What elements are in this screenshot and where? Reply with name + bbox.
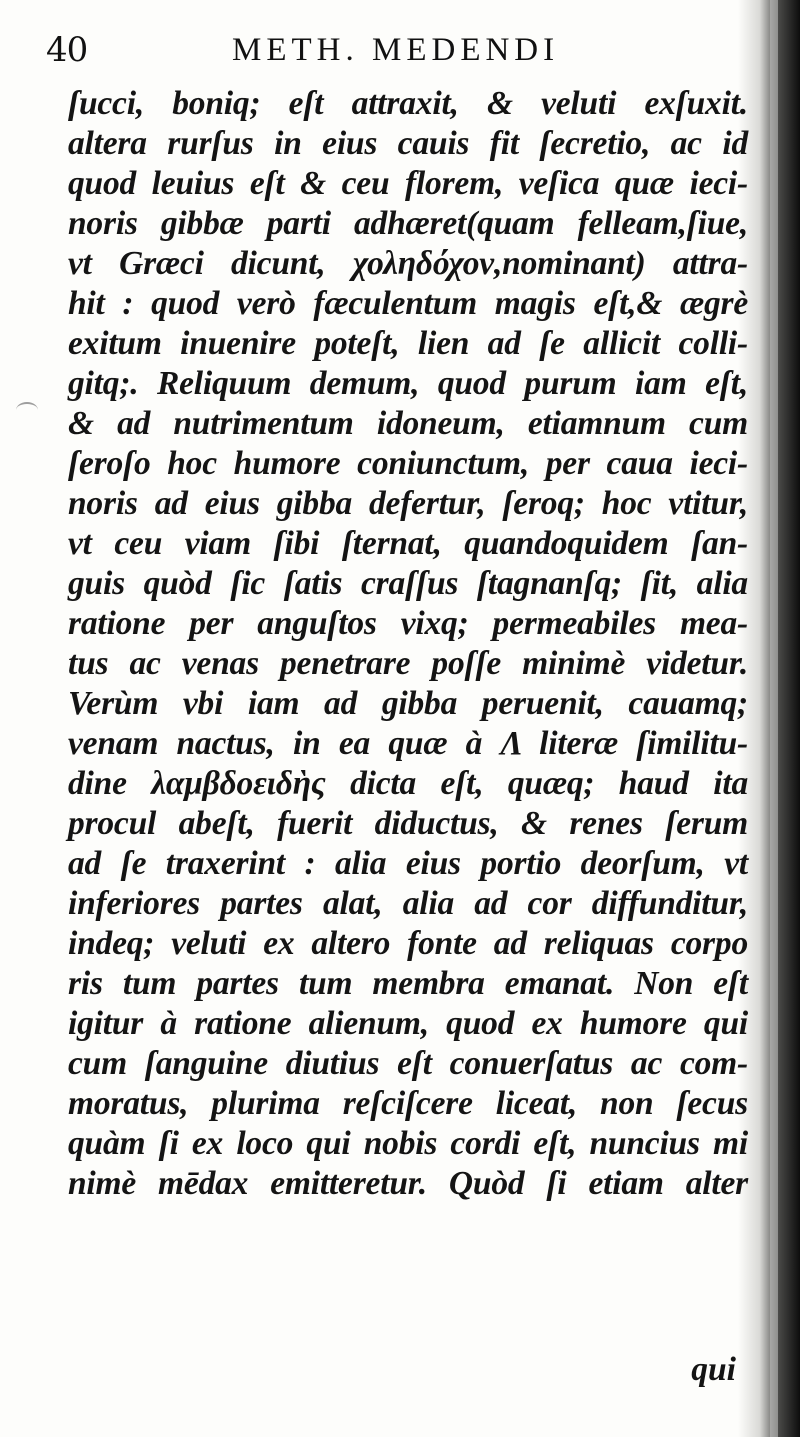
margin-smudge [16,402,38,418]
text-line: Verùm vbi iam ad gibba peruenit, cauamq; [68,685,748,722]
text-line: venam nactus, in ea quæ à Λ literæ ſimilitu- [68,725,748,762]
text-line: igitur à ratione alienum, quod ex humore qui [68,1005,748,1042]
text-line: noris ad eius gibba defertur, ſeroq; hoc vtitur, [68,485,748,522]
text-line: dine λαμβδοειδὴς dicta eſt, quæq; haud ita [68,765,748,802]
text-line: nimè mēdax emitteretur. Quòd ſi etiam alter [68,1165,748,1202]
text-line: vt Græci dicunt, χοληδόχον,nominant) attra- [68,245,748,282]
text-line: inferiores partes alat, alia ad cor diffunditur, [68,885,748,922]
catchword-container [68,1351,736,1389]
text-line: hit : quod verò fæculentum magis eſt,& ægrè [68,285,748,322]
body-text [68,84,748,1204]
text-line: exitum inuenire poteſt, lien ad ſe allicit colli- [68,325,748,362]
running-head: METH. MEDENDI [232,32,560,68]
text-line: guis quòd ſic ſatis craſſus ſtagnanſq; ſit, alia [68,565,748,602]
text-line: procul abeſt, fuerit diductus, & renes ſerum [68,805,748,842]
text-line: quàm ſi ex loco qui nobis cordi eſt, nuncius mi [68,1125,748,1162]
page-header [46,30,706,76]
page-edge-highlight [770,0,778,1437]
text-line: moratus, plurima reſciſcere liceat, non ſecus [68,1085,748,1122]
text-line: indeq; veluti ex altero fonte ad reliquas corpo [68,925,748,962]
page-number: 40 [46,30,88,70]
text-line: quod leuius eſt & ceu florem, veſica quæ ieci- [68,165,748,202]
text-line: & ad nutrimentum idoneum, etiamnum cum [68,405,748,442]
text-line: cum ſanguine diutius eſt conuerſatus ac com- [68,1045,748,1082]
text-line: ſucci, boniq; eſt attraxit, & veluti exſuxit. [68,85,748,122]
catchword: qui [691,1351,736,1388]
text-line: vt ceu viam ſibi ſternat, quandoquidem ſan- [68,525,748,562]
text-line: tus ac venas penetrare poſſe minimè videtur. [68,645,748,682]
text-line: ratione per anguſtos vixq; permeabiles mea- [68,605,748,642]
text-line: ſeroſo hoc humore coniunctum, per caua ieci- [68,445,748,482]
text-line: ris tum partes tum membra emanat. Non eſt [68,965,748,1002]
text-line: altera rurſus in eius cauis fit ſecretio, ac id [68,125,748,162]
text-line: ad ſe traxerint : alia eius portio deorſum, vt [68,845,748,882]
text-line: gitq;. Reliquum demum, quod purum iam eſt, [68,365,748,402]
text-line: noris gibbæ parti adhæret(quam felleam,ſiue, [68,205,748,242]
